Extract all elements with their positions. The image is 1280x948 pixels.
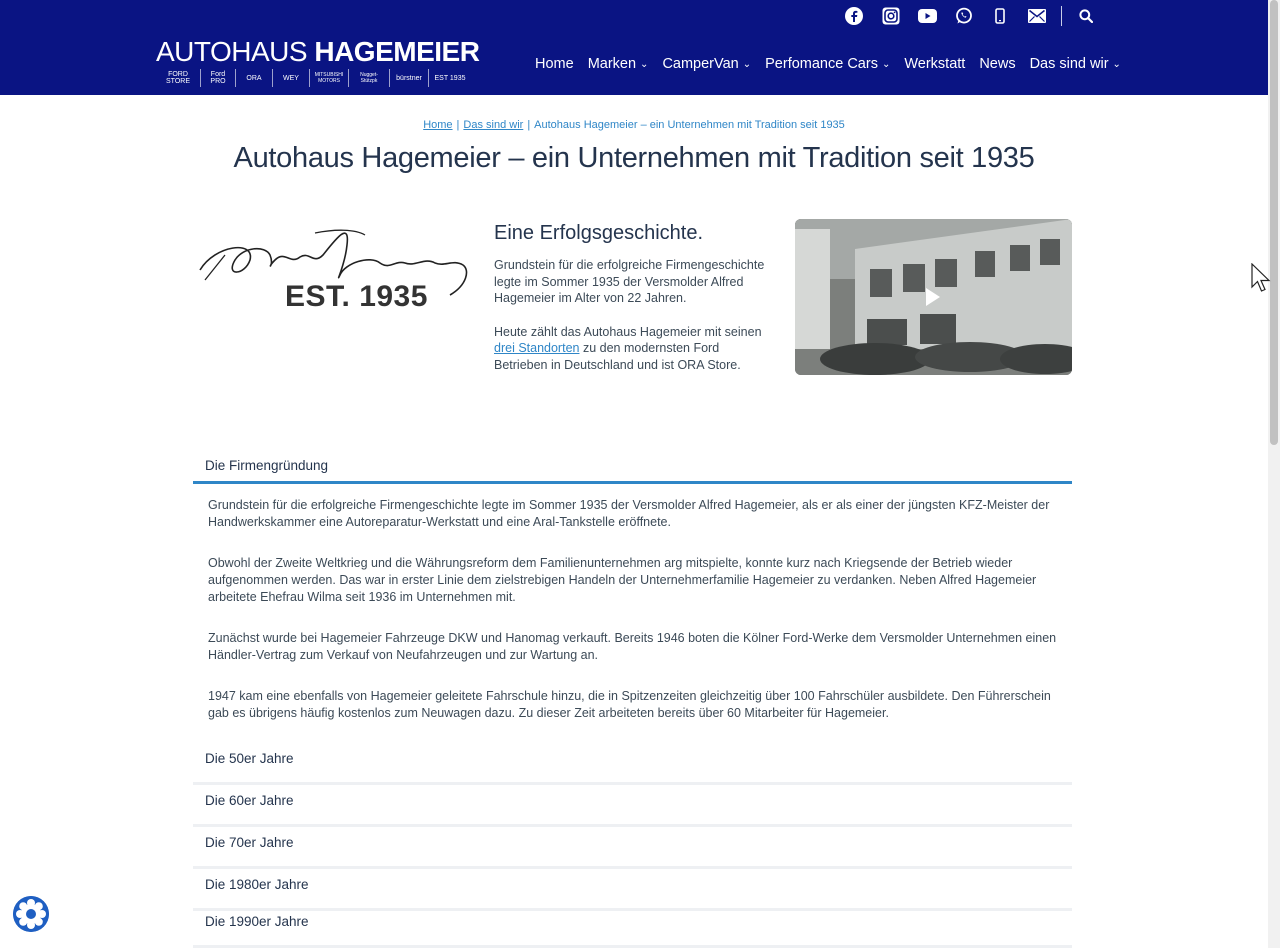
youtube-icon[interactable] [915,5,939,27]
accordion-title: Die Firmengründung [205,458,329,473]
intro-paragraph: Heute zählt das Autohaus Hagemeier mit seinen drei Standorten zu den modernsten Ford Betrieben in Deutschland und ist ORA Store. [494,324,762,372]
brand-ora: ORA [236,69,273,87]
nav-news[interactable]: News [979,56,1016,72]
site-header [0,0,1268,95]
intro-paragraph: Grundstein für die erfolgreiche Firmengeschichte legte im Sommer 1935 der Versmolder Alfred Hagemeier im Alter von 22 Jahren. [494,258,765,305]
breadcrumb-current: Autohaus Hagemeier – ein Unternehmen mit Tradition seit 1935 [534,119,845,131]
breadcrumb-home[interactable]: Home [423,119,453,131]
brand-est-1935: EST 1935 [434,74,466,82]
nav-home[interactable]: Home [535,56,574,72]
chevron-down-icon: ⌄ [1112,58,1121,70]
accordion-item-firmengruendung[interactable] [193,449,1072,484]
accordion-paragraph: Grundstein für die erfolgreiche Firmengeschichte legte im Sommer 1935 der Versmolder Alfred Hagemeier, als er als einer der jüngsten KFZ-Meister der Handwerkskammer eine Autoreparatur-Werkstatt und eine Aral-Tankstelle eröffnete. [208,498,1050,529]
chevron-down-icon: ⌄ [742,58,752,70]
accordion-item-60er[interactable] [193,784,1072,827]
nav-das-sind-wir[interactable]: Das sind wir ⌄ [1029,56,1121,72]
logo-text: AUTOHAUS HAGEMEIER [156,36,480,67]
nav-campervan[interactable]: CamperVan ⌄ [662,56,752,72]
accordion-item-50er[interactable] [193,742,1072,785]
chevron-down-icon: ⌄ [881,58,891,70]
cookie-settings-icon[interactable] [13,896,49,932]
brand-ford-pro: Ford PRO [201,69,236,87]
mouse-cursor-icon [1251,263,1271,295]
social-divider [1061,6,1062,26]
brand-burstner: bürstner [390,69,429,87]
nav-werkstatt[interactable]: Werkstatt [904,56,966,72]
accordion-title: Die 60er Jahre [205,793,294,808]
brand-mitsubishi: MITSUBISHI MOTORS [310,69,349,87]
standorte-link[interactable]: drei Standorten [494,341,580,355]
accordion-title: Die 1990er Jahre [205,914,309,929]
breadcrumb-separator: | [527,119,531,131]
breadcrumb-das-sind-wir[interactable]: Das sind wir [463,119,524,131]
site-logo[interactable] [156,38,486,90]
est-1935-label: EST. 1935 [285,280,428,313]
nav-marken[interactable]: Marken ⌄ [587,56,649,72]
accordion-paragraph: Obwohl der Zweite Weltkrieg und die Währungsreform dem Familienunternehmen arg mitspielte, konnte kurz nach Kriegsende der Betrieb wieder aufgenommen werden. Das war in erster Linie dem zielstrebigen Handeln der Unternehmerfamilie Hagemeier zu verdanken. Neben Alfred Hagemeier arbeitete Ehefrau Wilma seit 1936 im Unternehmen mit. [208,556,1037,604]
accordion-item-70er[interactable] [193,826,1072,869]
accordion-title: Die 50er Jahre [205,751,294,766]
accordion-content [208,497,1063,746]
facebook-icon[interactable] [842,5,866,27]
search-icon[interactable] [1074,5,1098,27]
brand-wey: WEY [273,69,310,87]
accordion-title: Die 70er Jahre [205,835,294,850]
accordion-title: Die 1980er Jahre [205,877,309,892]
accordion-paragraph: Zunächst wurde bei Hagemeier Fahrzeuge DKW und Hanomag verkauft. Bereits 1946 boten die Kölner Ford-Werke dem Versmolder Unternehmen einen Händler-Vertrag zum Verkauf von Neufahrzeugen und zur Wartung an. [208,631,1057,662]
intro-heading: Eine Erfolgsgeschichte. [494,222,704,244]
brand-ford-store: FORD STORE [156,69,201,87]
nav-performance-cars[interactable]: Perfomance Cars ⌄ [765,56,891,72]
intro-section [494,222,774,373]
scrollbar-thumb[interactable] [1270,0,1278,445]
page-title: Autohaus Hagemeier – ein Unternehmen mit Tradition seit 1935 [233,142,1035,174]
mail-icon[interactable] [1025,5,1049,27]
phone-icon[interactable] [988,5,1012,27]
brand-nugget: Nugget-Stützpk [349,69,390,87]
play-icon[interactable] [926,288,940,306]
brand-logo-row [156,68,486,88]
breadcrumb [0,119,1268,131]
accordion-paragraph: 1947 kam eine ebenfalls von Hagemeier geleitete Fahrschule hinzu, die in Spitzenzeiten gleichzeitig über 100 Fahrschüler ausbildete. Den Führerschein gab es übrigens häufig kostenlos zum Neuwagen dazu. Zu dieser Zeit arbeiteten bereits über 60 Mitarbeiter für Hagemeier. [208,689,1051,720]
accordion-item-1990er[interactable] [193,905,1072,948]
instagram-icon[interactable] [879,5,903,27]
social-bar [842,5,1111,27]
main-nav [535,53,1135,75]
breadcrumb-separator: | [456,119,460,131]
whatsapp-icon[interactable] [952,5,976,27]
chevron-down-icon: ⌄ [640,58,649,70]
